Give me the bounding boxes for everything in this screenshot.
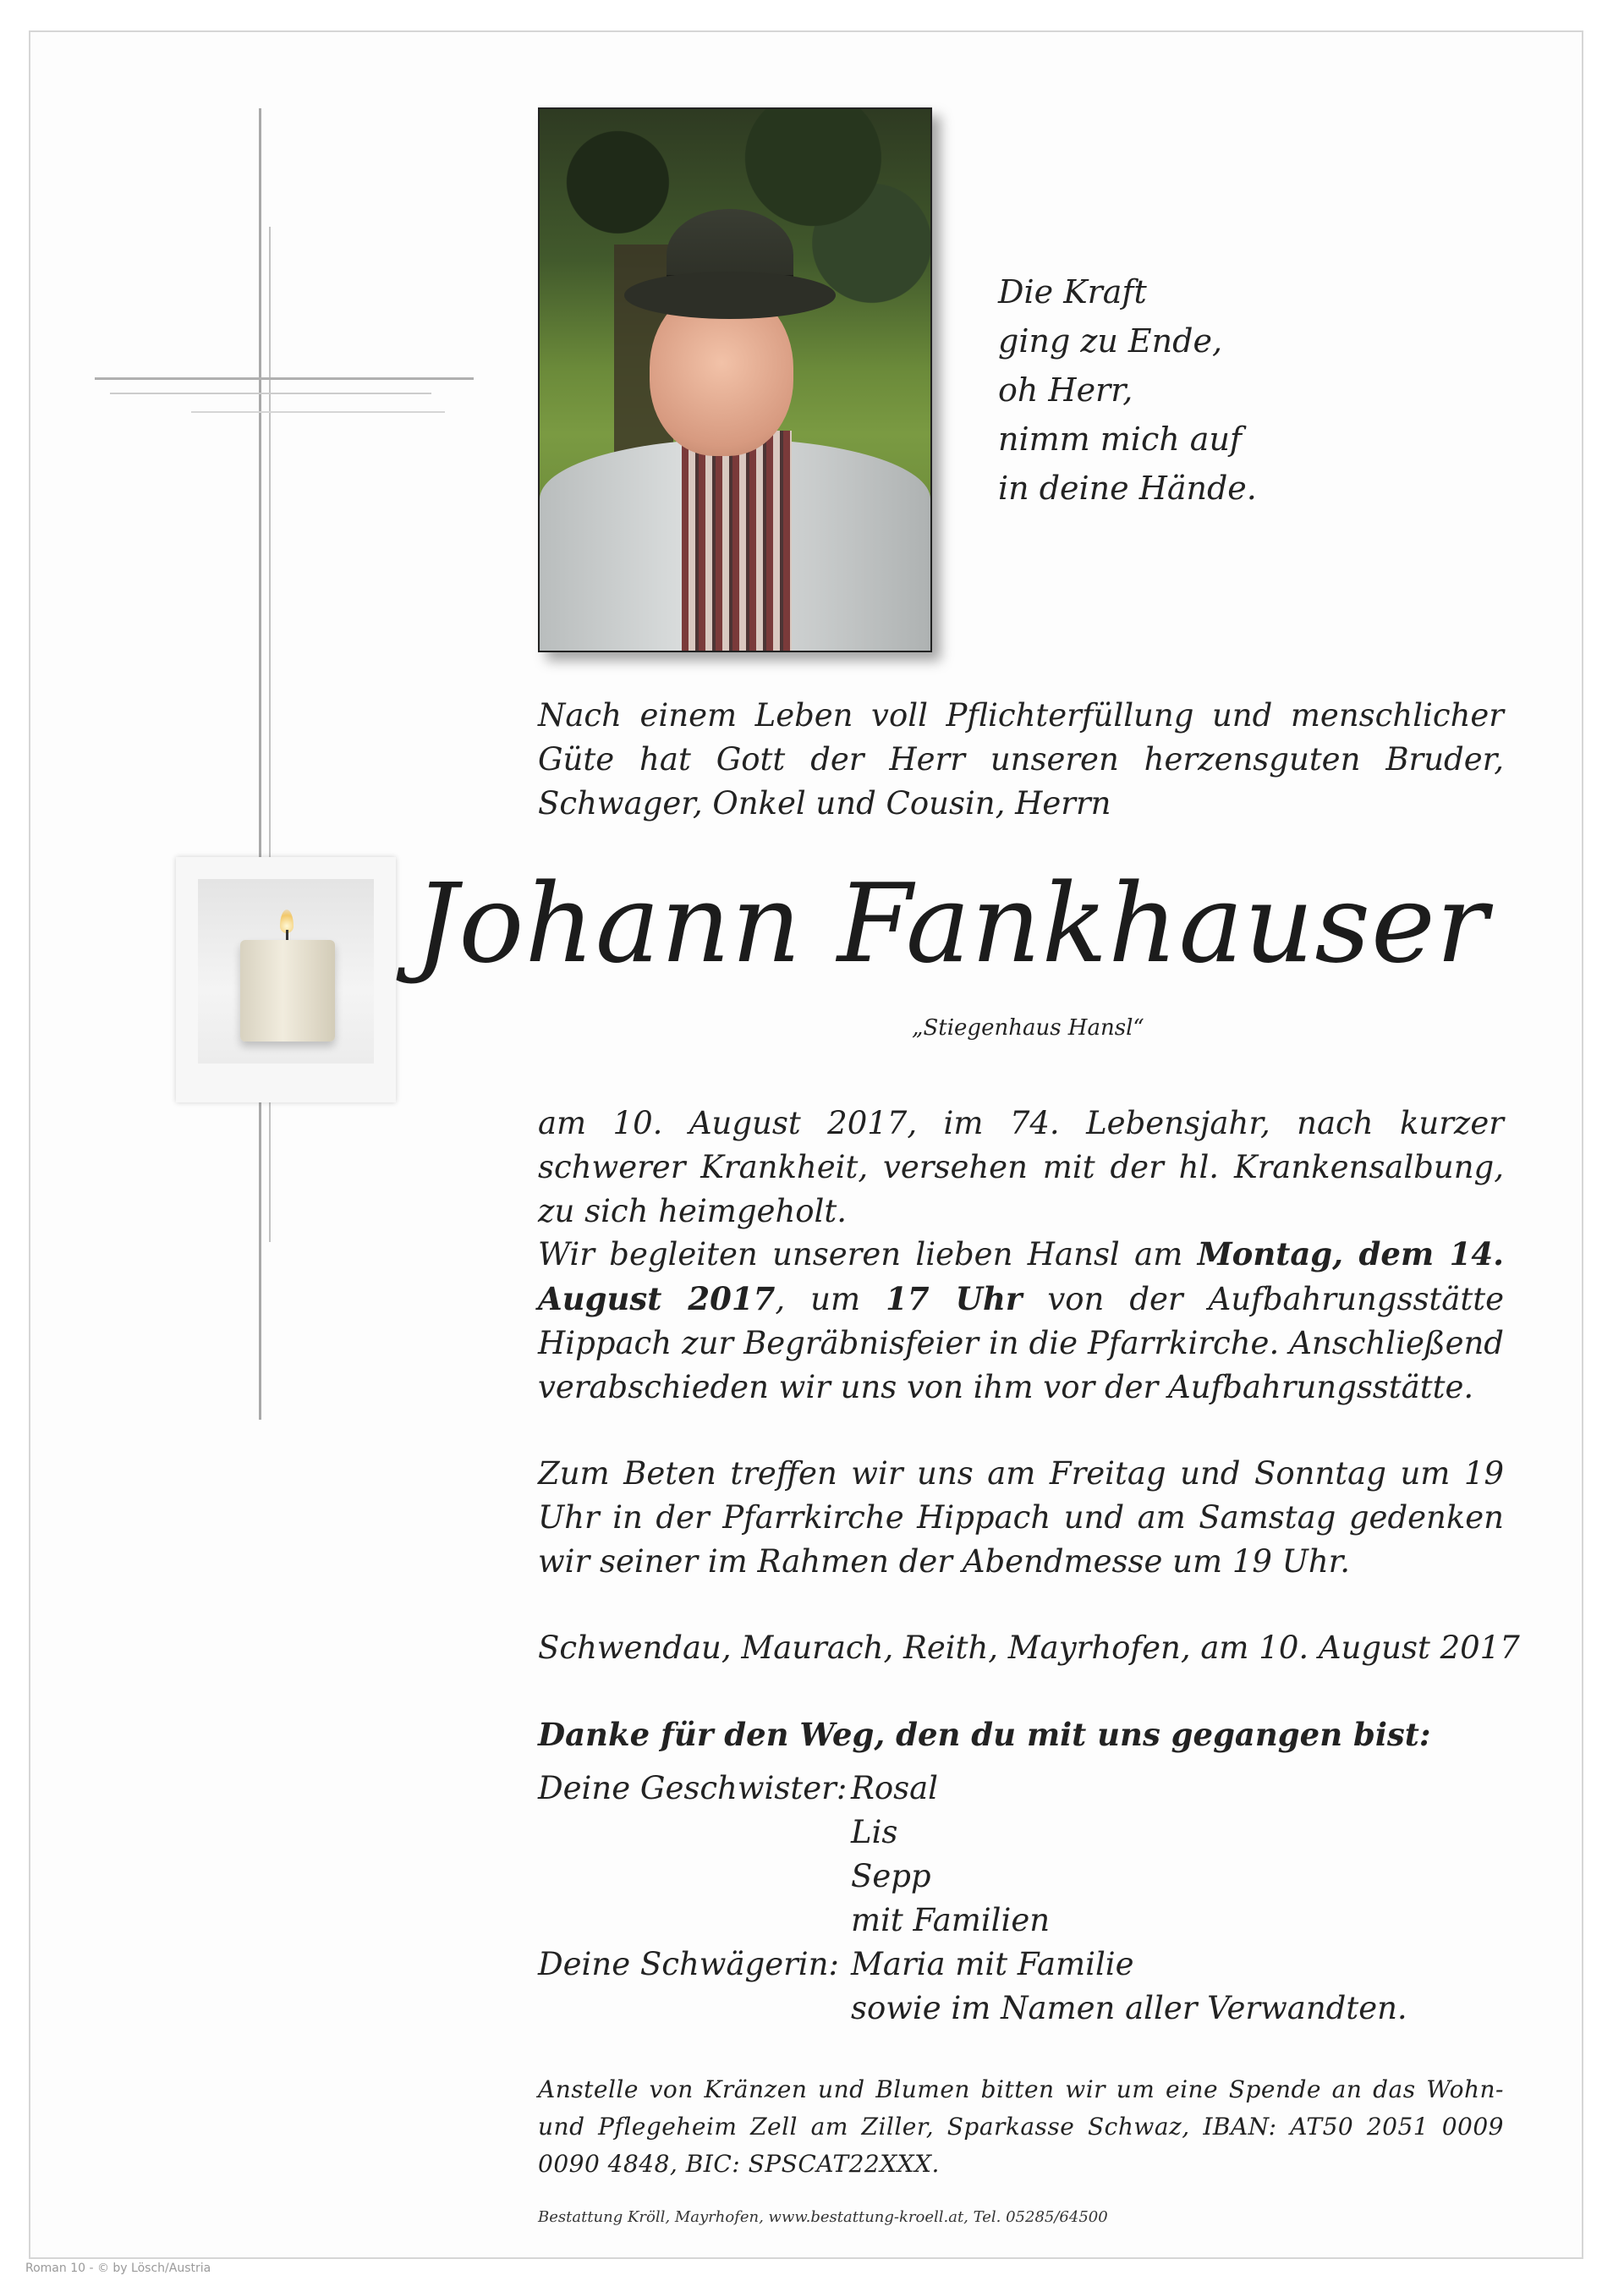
imprint: Roman 10 - © by Lösch/Austria [25, 2262, 211, 2275]
funeral-rest: von der Aufbahrungsstätte Hippach zur Begräbnisfeier in die Pfarrkirche. Anschließend verabschieden wir uns von ihm vor der Aufbahrungsstätte. [538, 1281, 1504, 1405]
funeral-lead: Wir begleiten unseren lieben Hansl am [538, 1236, 1198, 1272]
relatives-line: sowie im Namen aller Verwandten. [851, 1990, 1407, 2026]
funeral-comma: , um [775, 1281, 886, 1317]
donation-note: Anstelle von Kränzen und Blumen bitten wir um eine Spende an das Wohn- und Pflegeheim Zell am Ziller, Sparkasse Schwaz, IBAN: AT50 2051 0009 0090 4848, BIC: SPSCAT22XXX. [538, 2075, 1504, 2178]
funeral-date: Montag, dem 14. August 2017 [538, 1235, 1504, 1317]
sibling-name: Lis [851, 1814, 898, 1850]
sister-in-law-label: Deine Schwägerin: [538, 1946, 839, 1982]
deceased-name: Johann Fankhauser [414, 861, 1489, 987]
sibling-name: Rosal [851, 1770, 939, 1806]
deceased-nickname: „Stiegenhaus Hansl“ [912, 1015, 1144, 1041]
prayer-info: Zum Beten treffen wir uns am Freitag und Sonntag um 19 Uhr in der Pfarrkirche Hippach und am Samstag gedenken wir seiner im Rahmen der Abendmesse um 19 Uhr. [538, 1455, 1504, 1580]
thanks-line: Danke für den Weg, den du mit uns gegangen bist: [538, 1716, 1431, 1753]
sibling-name: Sepp [851, 1858, 931, 1894]
funeral-home-footer: Bestattung Kröll, Mayrhofen, www.bestattung-kroell.at, Tel. 05285/64500 [538, 2208, 1108, 2226]
siblings-label: Deine Geschwister: [538, 1770, 848, 1806]
family-list [538, 1767, 1407, 2031]
poem: Die Kraft ging zu Ende, oh Herr, nimm mich auf in deine Hände. [998, 273, 1257, 507]
portrait-photo [538, 107, 932, 652]
death-notice: am 10. August 2017, im 74. Lebensjahr, nach kurzer schwerer Krankheit, versehen mit der hl. Krankensalbung, zu sich heimgeholt. [538, 1105, 1504, 1229]
funeral-info [538, 1232, 1504, 1410]
sibling-name: mit Familien [851, 1902, 1051, 1938]
sister-in-law-name: Maria mit Familie [851, 1946, 1134, 1982]
place-date: Schwendau, Maurach, Reith, Mayrhofen, am 10. August 2017 [538, 1630, 1520, 1666]
funeral-time: 17 Uhr [886, 1280, 1023, 1317]
intro-text: Nach einem Leben voll Pflichterfüllung und menschlicher Güte hat Gott der Herr unseren herzensguten Bruder, Schwager, Onkel und Cousin, Herrn [538, 697, 1504, 822]
